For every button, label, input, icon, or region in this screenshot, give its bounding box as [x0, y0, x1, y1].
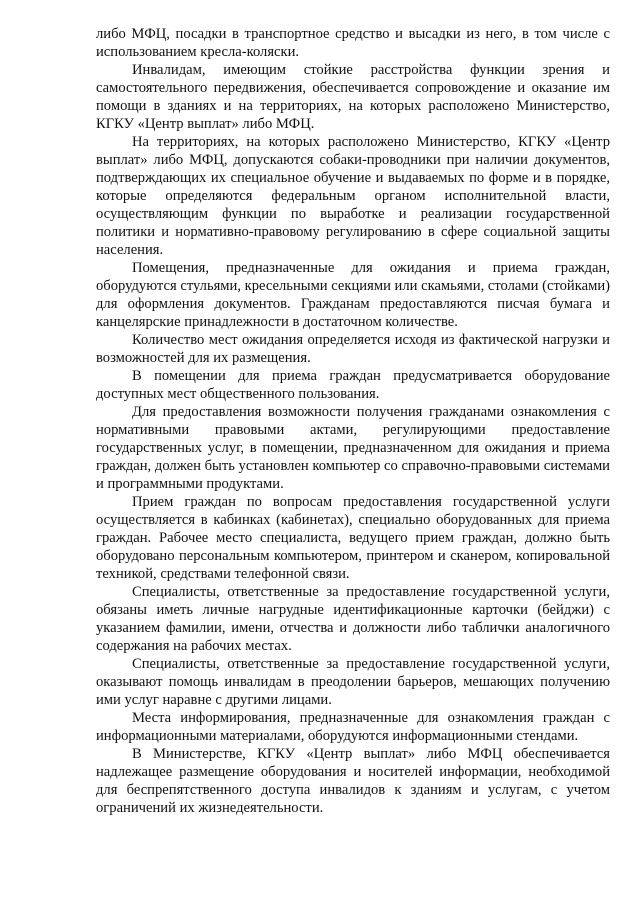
paragraph-information-stands: Места информирования, предназначенные для ознакомления граждан с информационными материалами, оборудуются информационными стендами.: [96, 710, 610, 744]
paragraph-legal-reference-computer: Для предоставления возможности получения гражданами ознакомления с нормативными правовыми актами, регулирующими предоставление государственных услуг, в помещении, предназначенном для ожидания и приема граждан, должен быть установлен компьютер со справочно-правовыми системами и программными продуктами.: [96, 404, 610, 492]
paragraph-waiting-room-furniture: Помещения, предназначенные для ожидания и приема граждан, оборудуются стульями, кресельными секциями или скамьями, столами (стойками) для оформления документов. Гражданам предоставляются писчая бумага и канцелярские принадлежности в достаточном количестве.: [96, 260, 610, 330]
paragraph-staff-badges: Специалисты, ответственные за предоставление государственной услуги, обязаны иметь личные нагрудные идентификационные карточки (бейджи) с указанием фамилии, имени, отчества и должности либо таблички аналогичного содержания на рабочих местах.: [96, 584, 610, 654]
paragraph-reception-workplace: Прием граждан по вопросам предоставления государственной услуги осуществляется в кабинках (кабинетах), специально оборудованных для приема граждан. Рабочее место специалиста, ведущего прием граждан, должно быть оборудовано персональным компьютером, принтером и сканером, копировальной техникой, средствами телефонной связи.: [96, 494, 610, 582]
document-page: [96, 25, 610, 817]
paragraph-waiting-seats-count: Количество мест ожидания определяется исходя из фактической нагрузки и возможностей для их размещения.: [96, 332, 610, 366]
paragraph-disability-assistance: Специалисты, ответственные за предоставление государственной услуги, оказывают помощь инвалидам в преодолении барьеров, мешающих получению ими услуг наравне с другими лицами.: [96, 656, 610, 708]
paragraph-guide-dogs: На территориях, на которых расположено Министерство, КГКУ «Центр выплат» либо МФЦ, допускаются собаки-проводники при наличии документов, подтверждающих их специальное обучение и выдаваемых по форме и в порядке, которые определяются федеральным органом исполнительной власти, осуществляющим функции по выработке и реализации государственной политики и нормативно-правовому регулированию в сфере социальной защиты населения.: [96, 134, 610, 258]
paragraph-accessible-information: В Министерстве, КГКУ «Центр выплат» либо МФЦ обеспечивается надлежащее размещение оборудования и носителей информации, необходимой для беспрепятственного доступа инвалидов к зданиям и услугам, с учетом ограничений их жизнедеятельности.: [96, 746, 610, 816]
paragraph-wheelchair-boarding: либо МФЦ, посадки в транспортное средство и высадки из него, в том числе с использованием кресла-коляски.: [96, 26, 610, 60]
paragraph-visually-impaired-escort: Инвалидам, имеющим стойкие расстройства функции зрения и самостоятельного передвижения, обеспечивается сопровождение и оказание им помощи в зданиях и на территориях, на которых расположено Министерство, КГКУ «Центр выплат» либо МФЦ.: [96, 62, 610, 132]
paragraph-public-facilities: В помещении для приема граждан предусматривается оборудование доступных мест общественного пользования.: [96, 368, 610, 402]
